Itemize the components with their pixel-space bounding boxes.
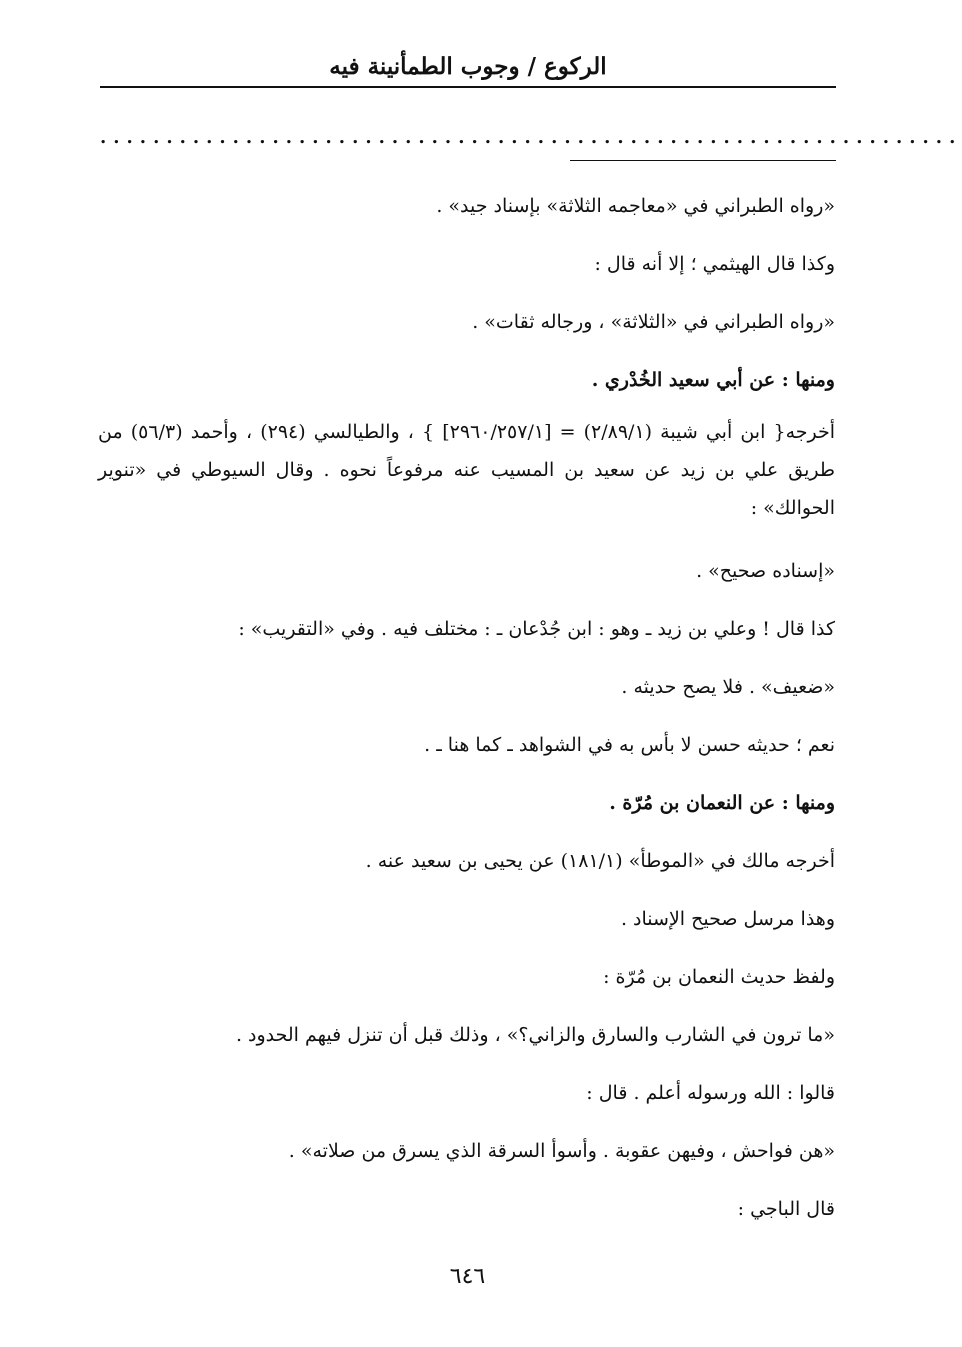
text-line: «ما ترون في الشارب والسارق والزاني؟» ، وذلك قبل أن تنزل فيهم الحدود . (235, 1024, 835, 1046)
text-line: وهذا مرسل صحيح الإسناد . (620, 908, 835, 930)
text-line: وكذا قال الهيثمي ؛ إلا أنه قال : (594, 253, 835, 275)
section-heading: ومنها : عن أبي سعيد الخُدْري . (591, 369, 835, 391)
text-line: نعم ؛ حديثه حسن لا بأس به في الشواهد ـ كما هنا ـ . (424, 734, 835, 756)
text-line: قال الباجي : (737, 1198, 835, 1220)
text-paragraph: أخرجه{ ابن أبي شيبة (٢/٨٩/١) = [٢٩٦٠/٢٥٧/١] } ، والطيالسي (٢٩٤) ، وأحمد (٥٦/٣) من طريق علي بن زيد عن سعيد بن المسيب عنه مرفوعاً نحوه . وقال السيوطي في «تنوير الحوالك» : (98, 421, 836, 519)
footnote-separator-dots: ................................................................. (100, 127, 962, 148)
text-line: «إسناده صحيح» . (696, 560, 835, 582)
footnote-separator-rule (570, 160, 836, 161)
text-line: قالوا : الله ورسوله أعلم . قال : (586, 1082, 835, 1104)
body-text (98, 177, 835, 1238)
text-line: «رواه الطبراني في «الثلاثة» ، ورجاله ثقات» . (472, 311, 835, 333)
text-line: كذا قال ! وعلي بن زيد ـ وهو : ابن جُدْعان ـ : مختلف فيه . وفي «التقريب» : (238, 618, 835, 640)
text-line: ولفظ حديث النعمان بن مُرّة : (603, 966, 835, 988)
text-line: «هن فواحش ، وفيهن عقوبة . وأسوأ السرقة الذي يسرق من صلاته» . (288, 1140, 835, 1162)
text-line: «ضعيف» . فلا يصح حديثه . (621, 676, 835, 698)
section-heading: ومنها : عن النعمان بن مُرّة . (609, 792, 835, 814)
running-title: الركوع / وجوب الطمأنينة فيه (329, 53, 607, 80)
header-rule (100, 86, 836, 88)
page-number: ٦٤٦ (449, 1264, 486, 1289)
text-line: أخرجه مالك في «الموطأ» (١٨١/١) عن يحيى بن سعيد عنه . (365, 850, 835, 872)
text-line: «رواه الطبراني في «معاجمه الثلاثة» بإسناد جيد» . (436, 195, 835, 217)
